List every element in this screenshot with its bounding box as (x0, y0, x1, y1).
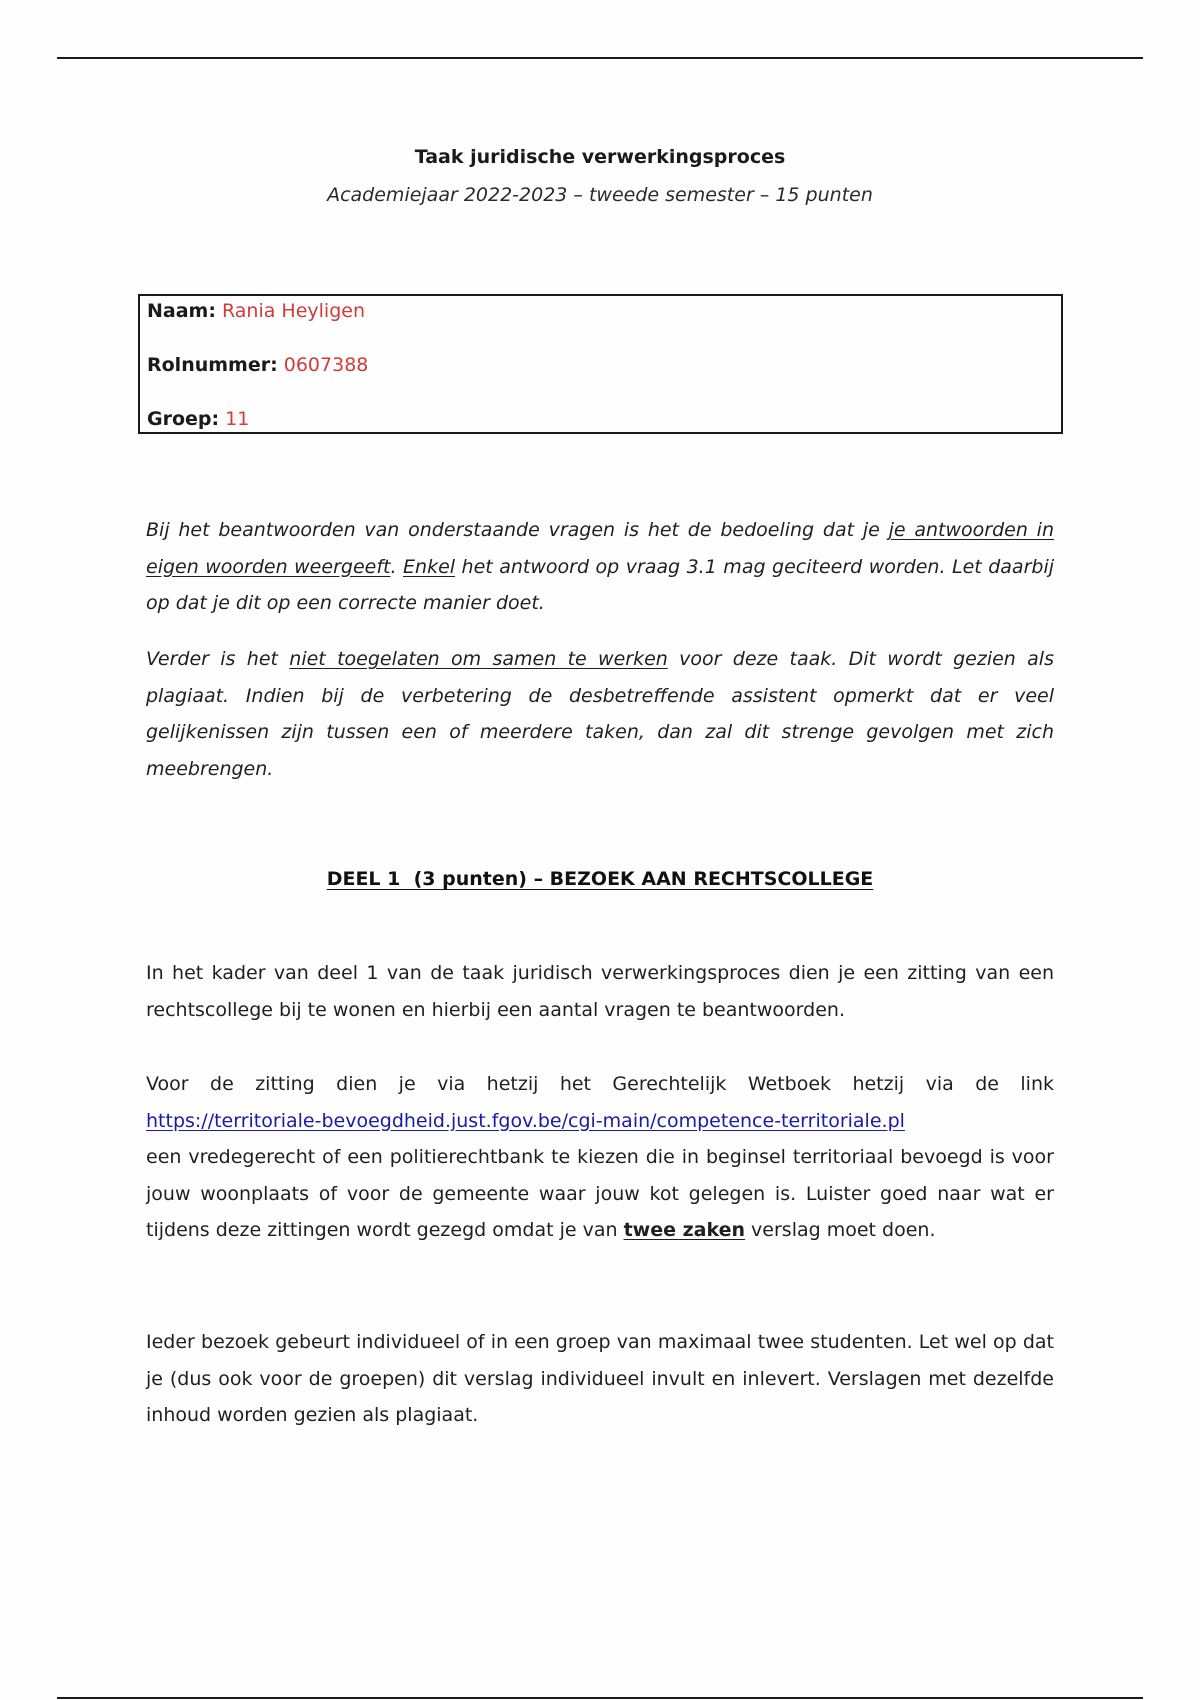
instruction-1-text-3: het antwoord op vraag 3.1 mag geciteerd worden. Let daarbij op dat je dit op een correcte manier doet. (146, 555, 1054, 615)
roll-number-label: Rolnummer: (147, 354, 278, 376)
instruction-2-text: Verder is het (146, 648, 290, 670)
territorial-competence-link[interactable]: https://territoriale-bevoegdheid.just.fgov.be/cgi-main/competence-territoriale.pl (146, 1109, 905, 1132)
student-info-box (138, 294, 1063, 434)
name-label: Naam: (147, 300, 216, 322)
top-rule (57, 57, 1143, 59)
instruction-1-text-2: . (390, 555, 404, 578)
body-2-rest (146, 1139, 1054, 1249)
group-row (147, 408, 249, 430)
bottom-rule (57, 1697, 1143, 1699)
body-paragraph-3: Ieder bezoek gebeurt individueel of in een groep van maximaal twee studenten. Let wel op dat je (dus ook voor de groepen) dit verslag individueel invult en inlevert. Verslagen met dezelfde inhoud worden gezien als plagiaat. (146, 1331, 1054, 1427)
instruction-1-emphasis-2: Enkel (403, 555, 456, 578)
body-2-text-2: verslag moet doen. (745, 1219, 936, 1242)
instruction-2-text-2: voor deze taak. Dit wordt gezien als plagiaat. Indien bij de verbetering de desbetreffende assistent opmerkt dat er veel gelijkenissen zijn tussen een of meerdere taken, dan zal dit strenge gevolgen met zich meebrengen. (146, 648, 1054, 780)
body-paragraph-1: In het kader van deel 1 van de taak juridisch verwerkingsproces dien je een zitting van een rechtscollege bij te wonen en hierbij een aantal vragen te beantwoorden. (146, 962, 1054, 1021)
instruction-1-emphasis: je antwoorden in eigen woorden weergeeft (146, 519, 1054, 578)
roll-number-value: 0607388 (283, 354, 369, 376)
section-heading: DEEL 1 (3 punten) – BEZOEK AAN RECHTSCOLLEGE (326, 868, 874, 890)
name-row (147, 300, 365, 322)
body-2-emphasis: twee zaken (623, 1219, 746, 1242)
instruction-1-text: Bij het beantwoorden van onderstaande vragen is het de bedoeling dat je (146, 519, 889, 541)
territorial-link-line (146, 1103, 1054, 1140)
document-title: Taak juridische verwerkingsproces (414, 146, 786, 168)
group-label: Groep: (147, 408, 220, 430)
roll-number-row (147, 354, 368, 376)
body-2-line-1: Voor de zitting dien je via hetzij het Gerechtelijk Wetboek hetzij via de link (146, 1073, 1054, 1095)
instruction-paragraph-1 (146, 512, 1054, 622)
group-value: 11 (225, 408, 250, 430)
body-2-text: een vredegerecht of een politierechtbank te kiezen die in beginsel territoriaal bevoegd is voor jouw woonplaats of voor de gemeente waar jouw kot gelegen is. Luister goed naar wat er tijdens deze zittingen wordt gezegd omdat je van (146, 1146, 1054, 1242)
document-subtitle: Academiejaar 2022-2023 – tweede semester – 15 punten (327, 184, 873, 206)
body-paragraph-2 (146, 1066, 1054, 1249)
instruction-paragraph-2 (146, 641, 1054, 787)
name-value: Rania Heyligen (222, 300, 366, 322)
instruction-2-emphasis: niet toegelaten om samen te werken (289, 648, 668, 670)
